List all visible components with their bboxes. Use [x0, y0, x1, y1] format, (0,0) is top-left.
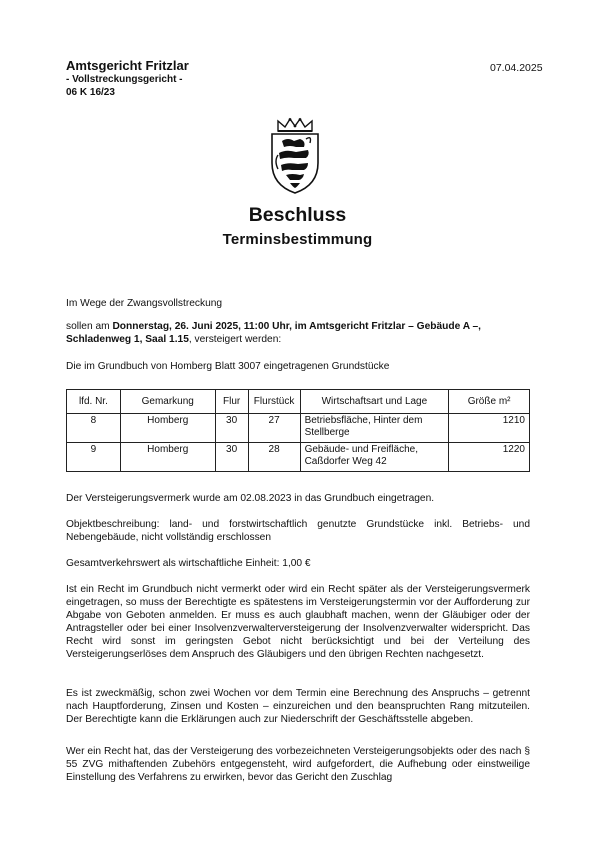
hessian-coat-of-arms-icon	[266, 117, 324, 195]
intro-text: Im Wege der Zwangsvollstreckung	[66, 298, 223, 309]
auction-post: , versteigert werden:	[188, 334, 282, 345]
market-value: Gesamtverkehrswert als wirtschaftliche Einheit: 1,00 €	[66, 558, 311, 569]
cell-groesse: 1220	[449, 443, 530, 472]
rights-paragraph: Ist ein Recht im Grundbuch nicht vermerkt oder wird ein Recht später als der Versteigerungsvermerk eingetragen, so muss der Berechtigte es spätestens im Versteigerungstermin vor der Aufforderung zur Abgabe von Geboten anmelden. Er muss es auch glaubhaft machen, wenn der Gläubiger oder der Antragsteller oder bei einer Insolvenzverwalterversteigerung der Insolvenzverwalter widerspricht. Das Recht wird sonst im geringsten Gebot nicht berücksichtigt und bei der Verteilung des Versteigerungserlöses dem Anspruch des Gläubigers und den übrigen Rechten nachgesetzt.	[66, 584, 530, 660]
auction-details: Donnerstag, 26. Juni 2025, 11:00 Uhr, im Amtsgericht Fritzlar – Gebäude A –, Schladenweg 1, Saal 1.15	[66, 321, 482, 345]
auction-announcement	[66, 320, 530, 346]
cell-lage: Betriebsfläche, Hinter dem Stellberge	[300, 414, 449, 443]
cell-gemarkung: Homberg	[120, 443, 215, 472]
property-table	[66, 389, 530, 472]
court-division: - Vollstreckungsgericht -	[66, 74, 183, 85]
court-header	[66, 58, 189, 99]
cell-groesse: 1210	[449, 414, 530, 443]
case-number: 06 K 16/23	[66, 87, 115, 98]
col-header-flur: Flur	[215, 390, 248, 414]
document-title: Beschluss	[248, 204, 347, 226]
table-row	[67, 443, 530, 472]
col-header-nr: lfd. Nr.	[67, 390, 121, 414]
cell-nr: 8	[67, 414, 121, 443]
cell-nr: 9	[67, 443, 121, 472]
registration-text: Der Versteigerungsvermerk wurde am 02.08.2023 in das Grundbuch eingetragen.	[66, 493, 435, 504]
auction-pre: sollen am	[66, 321, 113, 332]
table-header-row	[67, 390, 530, 414]
col-header-groesse: Größe m²	[449, 390, 530, 414]
col-header-gemarkung: Gemarkung	[120, 390, 215, 414]
col-header-lage: Wirtschaftsart und Lage	[300, 390, 449, 414]
court-name: Amtsgericht Fritzlar	[66, 58, 189, 73]
cell-gemarkung: Homberg	[120, 414, 215, 443]
cell-flur: 30	[215, 414, 248, 443]
calculation-paragraph: Es ist zweckmäßig, schon zwei Wochen vor dem Termin eine Berechnung des Anspruchs – getrennt nach Hauptforderung, Zinsen und Kosten – einzureichen und den beanspruchten Rang mitzuteilen. Der Berechtigte kann die Erklärungen auch zur Niederschrift der Geschäftsstelle abgeben.	[66, 688, 530, 725]
objection-paragraph: Wer ein Recht hat, das der Versteigerung des vorbezeichneten Versteigerungsobjekts oder des nach § 55 ZVG mithaftenden Zubehörs entgegensteht, wird aufgefordert, die Aufhebung oder einstweilige Einstellung des Verfahrens zu erwirken, bevor das Gericht den Zuschlag	[66, 746, 530, 783]
cell-flur: 30	[215, 443, 248, 472]
cell-lage: Gebäude- und Freifläche, Caßdorfer Weg 42	[300, 443, 449, 472]
table-row	[67, 414, 530, 443]
col-header-flurstueck: Flurstück	[248, 390, 300, 414]
cell-flurstueck: 28	[248, 443, 300, 472]
document-subtitle: Terminsbestimmung	[222, 231, 373, 248]
land-register-text: Die im Grundbuch von Homberg Blatt 3007 eingetragenen Grundstücke	[66, 361, 390, 372]
cell-flurstueck: 27	[248, 414, 300, 443]
object-description: Objektbeschreibung: land- und forstwirtschaftlich genutzte Grundstücke inkl. Betriebs- und Nebengebäude, nicht vollständig erschlossen	[66, 519, 530, 543]
document-date: 07.04.2025	[490, 62, 543, 74]
